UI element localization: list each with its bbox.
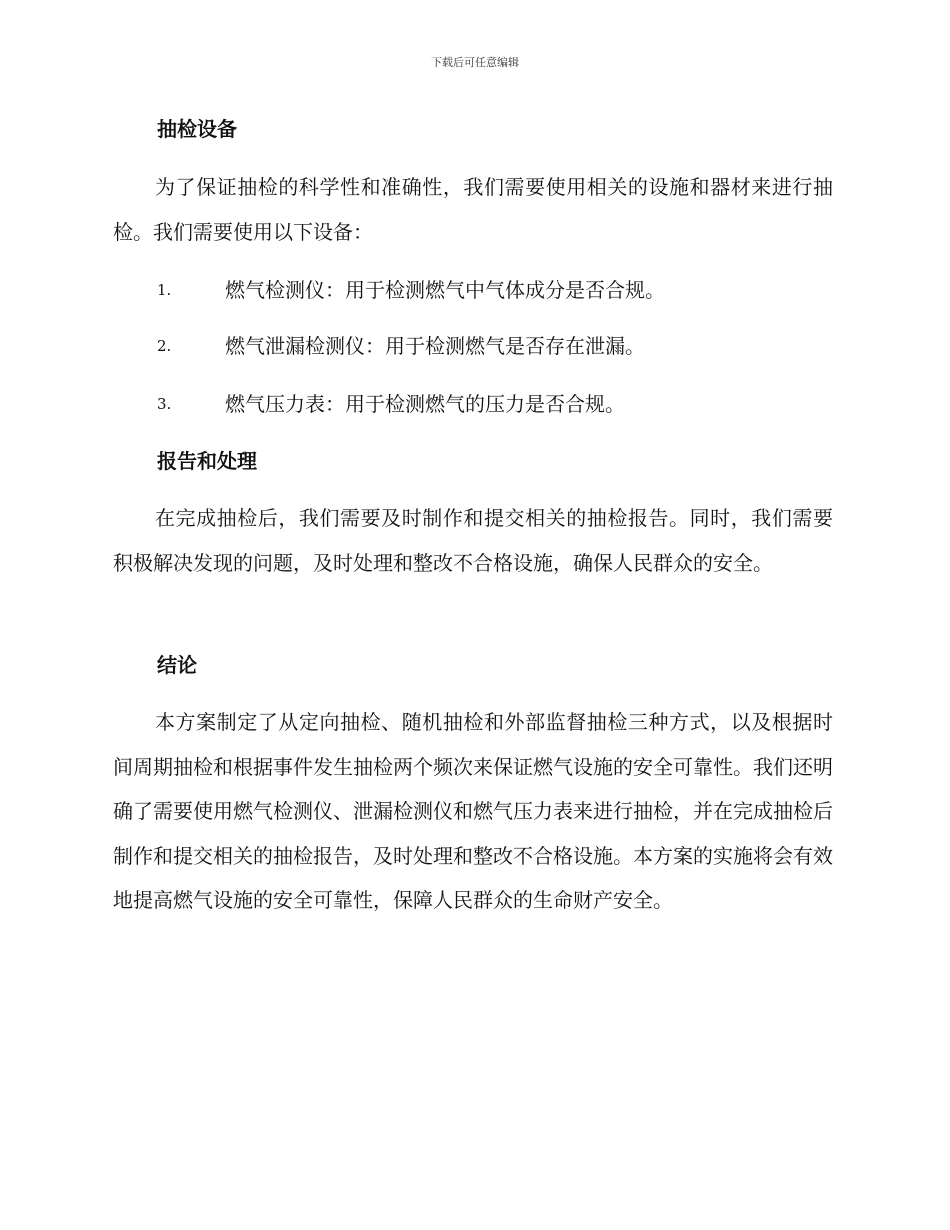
heading-conclusion: 结论 xyxy=(157,653,197,677)
heading-equipment: 抽检设备 xyxy=(157,117,237,141)
paragraph-equipment-intro: 为了保证抽检的科学性和准确性，我们需要使用相关的设施和器材来进行抽检。我们需要使用以下设备： xyxy=(113,175,833,244)
list-number: 1. xyxy=(157,281,172,299)
list-number: 3. xyxy=(157,395,172,413)
paragraph-report: 在完成抽检后，我们需要及时制作和提交相关的抽检报告。同时，我们需要积极解决发现的问题，及时处理和整改不合格设施，确保人民群众的安全。 xyxy=(113,506,833,575)
heading-report: 报告和处理 xyxy=(157,449,257,473)
list-text: 燃气检测仪：用于检测燃气中气体成分是否合规。 xyxy=(225,278,665,302)
list-text: 燃气泄漏检测仪：用于检测燃气是否存在泄漏。 xyxy=(225,334,645,358)
list-text: 燃气压力表：用于检测燃气的压力是否合规。 xyxy=(225,392,625,416)
list-number: 2. xyxy=(157,337,172,355)
page-header: 下载后可任意编辑 xyxy=(431,56,519,69)
paragraph-conclusion: 本方案制定了从定向抽检、随机抽检和外部监督抽检三种方式，以及根据时间周期抽检和根据事件发生抽检两个频次来保证燃气设施的安全可靠性。我们还明确了需要使用燃气检测仪、泄漏检测仪和燃气压力表来进行抽检，并在完成抽检后制作和提交相关的抽检报告，及时处理和整改不合格设施。本方案的实施将会有效地提高燃气设施的安全可靠性，保障人民群众的生命财产安全。 xyxy=(113,710,833,912)
